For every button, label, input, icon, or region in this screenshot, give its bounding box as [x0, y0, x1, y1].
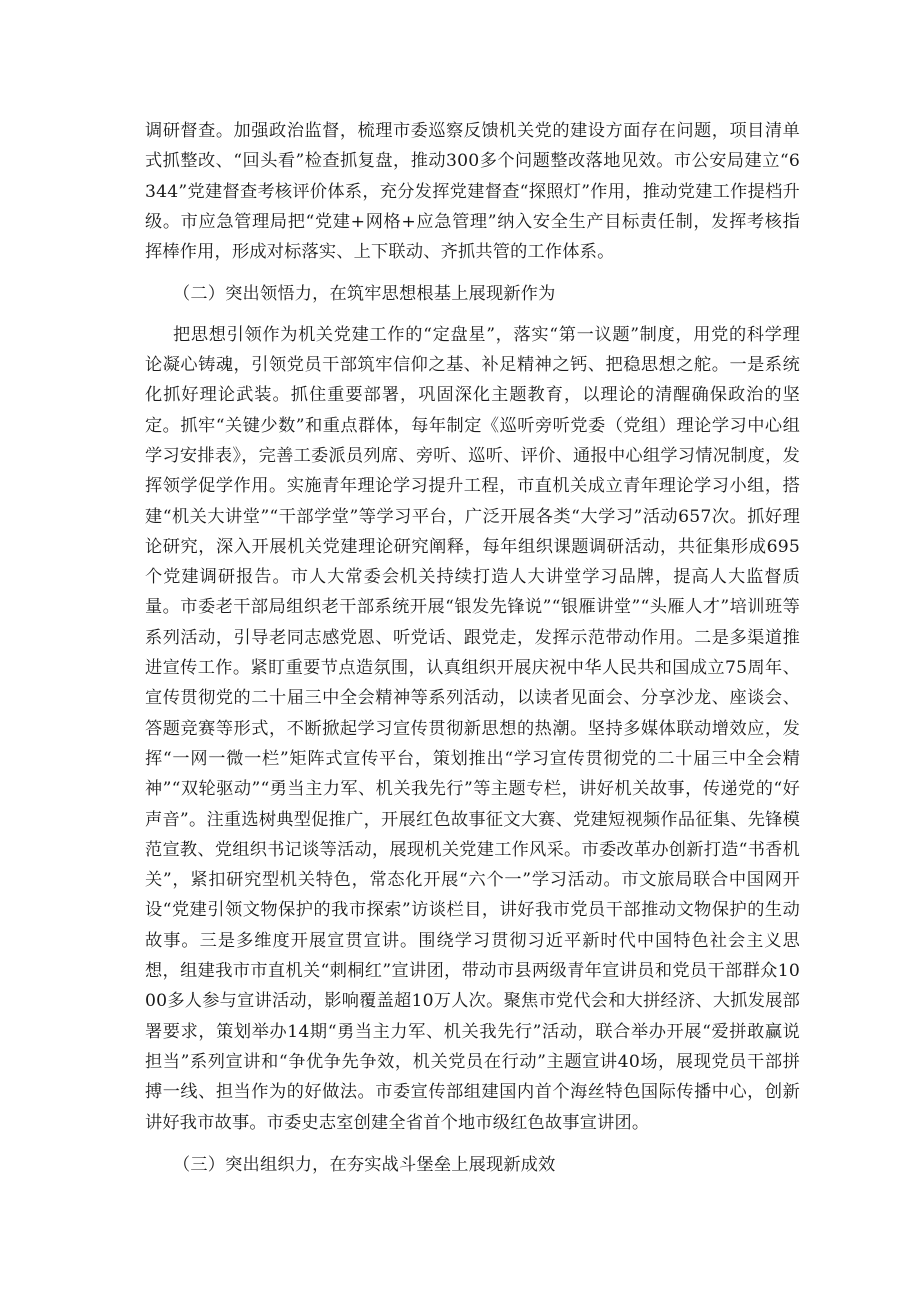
section-heading-3: （三）突出组织力，在夯实战斗堡垒上展现新成效: [173, 1154, 556, 1175]
document-page: [145, 116, 800, 1180]
paragraph-section-2: 把思想引领作为机关党建工作的“定盘星”，落实“第一议题”制度，用党的科学理论凝心铸魂，引领党员干部筑牢信仰之基、补足精神之钙、把稳思想之舵。一是系统化抓好理论武装。抓住重要部署，巩固深化主题教育，以理论的清醒确保政治的坚定。抓牢“关键少数”和重点群体，每年制定《巡听旁听党委（党组）理论学习中心组学习安排表》，完善工委派员列席、旁听、巡听、评价、通报中心组学习情况制度，发挥领学促学作用。实施青年理论学习提升工程，市直机关成立青年理论学习小组，搭建“机关大讲堂”“干部学堂”等学习平台，广泛开展各类“大学习”活动657次。抓好理论研究，深入开展机关党建理论研究阐释，每年组织课题调研活动，共征集形成695个党建调研报告。市人大常委会机关持续打造人大讲堂学习品牌，提高人大监督质量。市委老干部局组织老干部系统开展“银发先锋说”“银雁讲堂”“头雁人才”培训班等系列活动，引导老同志感党恩、听党话、跟党走，发挥示范带动作用。二是多渠道推进宣传工作。紧盯重要节点造氛围，认真组织开展庆祝中华人民共和国成立75周年、宣传贯彻党的二十届三中全会精神等系列活动，以读者见面会、分享沙龙、座谈会、答题竞赛等形式，不断掀起学习宣传贯彻新思想的热潮。坚持多媒体联动增效应，发挥“一网一微一栏”矩阵式宣传平台，策划推出“学习宣传贯彻党的二十届三中全会精神”“双轮驱动”“勇当主力军、机关我先行”等主题专栏，讲好机关故事，传递党的“好声音”。注重选树典型促推广，开展红色故事征文大赛、党建短视频作品征集、先锋模范宣教、党组织书记谈等活动，展现机关党建工作风采。市委改革办创新打造“书香机关”，紧扣研究型机关特色，常态化开展“六个一”学习活动。市文旅局联合中国网开设“党建引领文物保护的我市探索”访谈栏目，讲好我市党员干部推动文物保护的生动故事。三是多维度开展宣贯宣讲。围绕学习贯彻习近平新时代中国特色社会主义思想，组建我市市直机关“刺桐红”宣讲团，带动市县两级青年宣讲员和党员干部群众1000多人参与宣讲活动，影响覆盖超10万人次。聚焦市党代会和大拼经济、大抓发展部署要求，策划举办14期“勇当主力军、机关我先行”活动，联合举办开展“爱拼敢赢说担当”系列宣讲和“争优争先争效，机关党员在行动”主题宣讲40场，展现党员干部拼搏一线、担当作为的好做法。市委宣传部组建国内首个海丝特色国际传播中心，创新讲好我市故事。市委史志室创建全省首个地市级红色故事宣讲团。: [145, 324, 800, 1133]
paragraph-continued: 调研督查。加强政治监督，梳理市委巡察反馈机关党的建设方面存在问题，项目清单式抓整改、“回头看”检查抓复盘，推动300多个问题整改落地见效。市公安局建立“6344”党建督查考核评价体系，充分发挥党建督查“探照灯”作用，推动党建工作提档升级。市应急管理局把“党建+网格+应急管理”纳入安全生产目标责任制，发挥考核指挥棒作用，形成对标落实、上下联动、齐抓共管的工作体系。: [145, 121, 800, 263]
section-heading-2: （二）突出领悟力，在筑牢思想根基上展现新作为: [173, 284, 556, 305]
